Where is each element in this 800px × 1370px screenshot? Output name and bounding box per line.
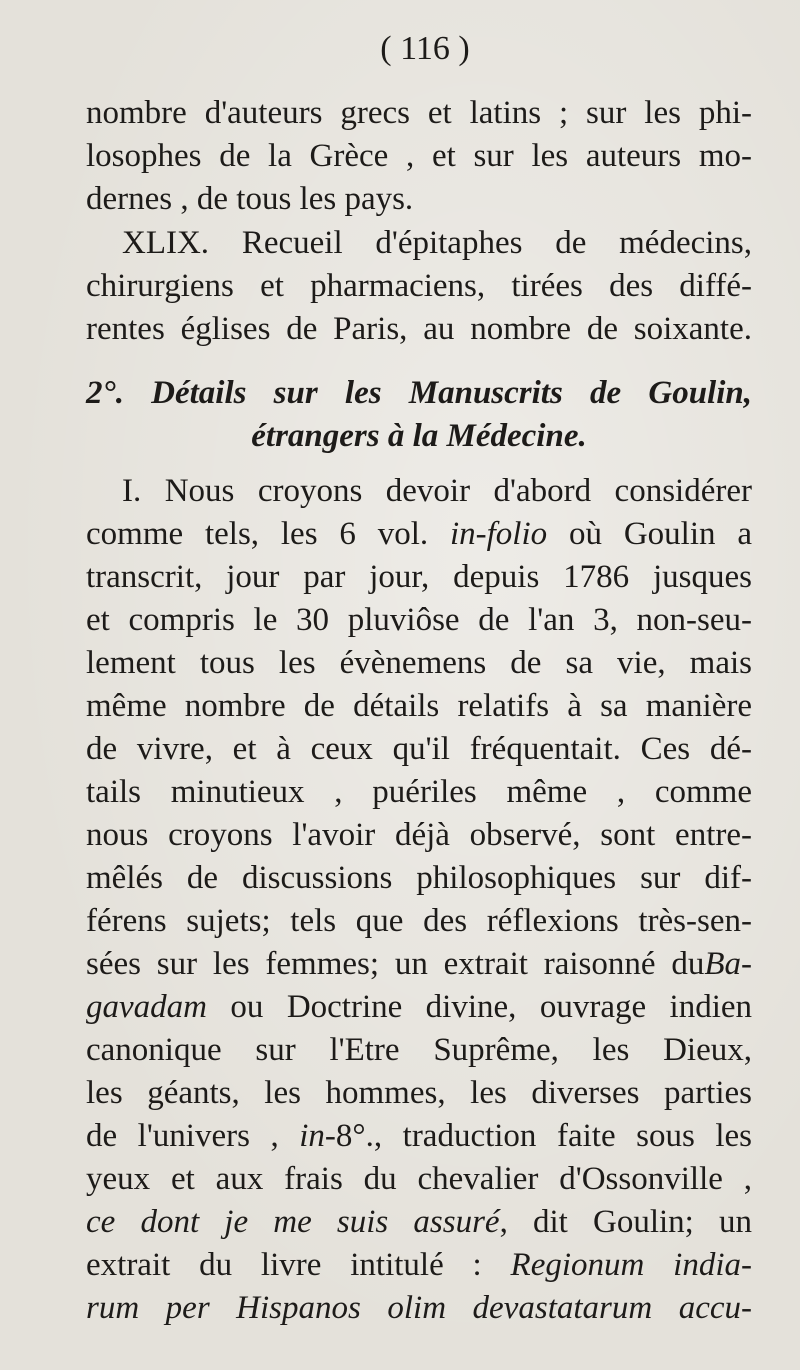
text-line: dernes , de tous les pays. xyxy=(86,181,414,217)
text-line xyxy=(86,1244,752,1287)
text-line: férens sujets; tels que des réflexions très-sen- xyxy=(86,903,752,939)
text-line: nous croyons l'avoir déjà observé, sont entre- xyxy=(86,817,752,853)
text-line: tails minutieux , puériles même , comme xyxy=(86,774,752,810)
heading-line: 2°. Détails sur les Manuscrits de Goulin, xyxy=(86,375,752,411)
italic-run: in- xyxy=(299,1118,336,1154)
text-run: extrait du livre intitulé : xyxy=(86,1247,482,1283)
text-line: même nombre de détails relatifs à sa manière xyxy=(86,688,752,724)
heading-line: étrangers à la Médecine. xyxy=(251,418,587,454)
text-line: yeux et aux frais du chevalier d'Ossonville , xyxy=(86,1161,752,1197)
italic-run: in-folio xyxy=(449,516,548,552)
text-line: chirurgiens et pharmaciens, tirées des diffé- xyxy=(86,268,752,304)
text-line: rum per Hispanos olim devastatarum accu- xyxy=(86,1290,752,1326)
italic-run: gavadam xyxy=(86,989,207,1025)
text-line: transcrit, jour par jour, depuis 1786 jusques xyxy=(86,559,752,595)
text-line: XLIX. Recueil d'épitaphes de médecins, xyxy=(122,225,752,261)
text-line xyxy=(86,1115,752,1158)
text-run: où Goulin a xyxy=(569,516,752,552)
item-xlix-paragraph xyxy=(86,222,752,351)
text-line: losophes de la Grèce , et sur les auteurs mo- xyxy=(86,138,752,174)
text-line: I. Nous croyons devoir d'abord considérer xyxy=(122,473,752,509)
text-run: de l'univers , xyxy=(86,1118,279,1154)
text-run: sées sur les femmes; un extrait raisonné du xyxy=(86,946,705,982)
text-run: , dit Goulin; un xyxy=(499,1204,752,1240)
text-line: canonique sur l'Etre Suprême, les Dieux, xyxy=(86,1032,752,1068)
text-line: mêlés de discussions philosophiques sur dif- xyxy=(86,860,752,896)
italic-run: ce dont je me suis assuré xyxy=(86,1204,500,1240)
continuation-paragraph xyxy=(86,92,752,221)
italic-run: Regionum india- xyxy=(510,1247,753,1283)
text-run: comme tels, les 6 vol. xyxy=(86,516,429,552)
item-i-paragraph xyxy=(86,470,752,1330)
text-run: 8°., traduction faite sous les xyxy=(335,1118,752,1154)
text-line xyxy=(86,986,752,1029)
text-line: nombre d'auteurs grecs et latins ; sur les phi- xyxy=(86,95,752,131)
text-line: les géants, les hommes, les diverses parties xyxy=(86,1075,752,1111)
page-number: ( 116 ) xyxy=(380,30,470,67)
text-line: lement tous les évènemens de sa vie, mais xyxy=(86,645,752,681)
section-heading xyxy=(86,372,752,458)
text-line: de vivre, et à ceux qu'il fréquentait. Ces dé- xyxy=(86,731,752,767)
text-line: et compris le 30 pluviôse de l'an 3, non-seu- xyxy=(86,602,752,638)
text-run: ou Doctrine divine, ouvrage indien xyxy=(230,989,753,1025)
italic-run: Ba- xyxy=(704,946,752,982)
text-line: rentes églises de Paris, au nombre de soixante. xyxy=(86,311,752,347)
text-line xyxy=(86,943,752,986)
text-line xyxy=(86,513,752,556)
text-line xyxy=(86,1201,752,1244)
